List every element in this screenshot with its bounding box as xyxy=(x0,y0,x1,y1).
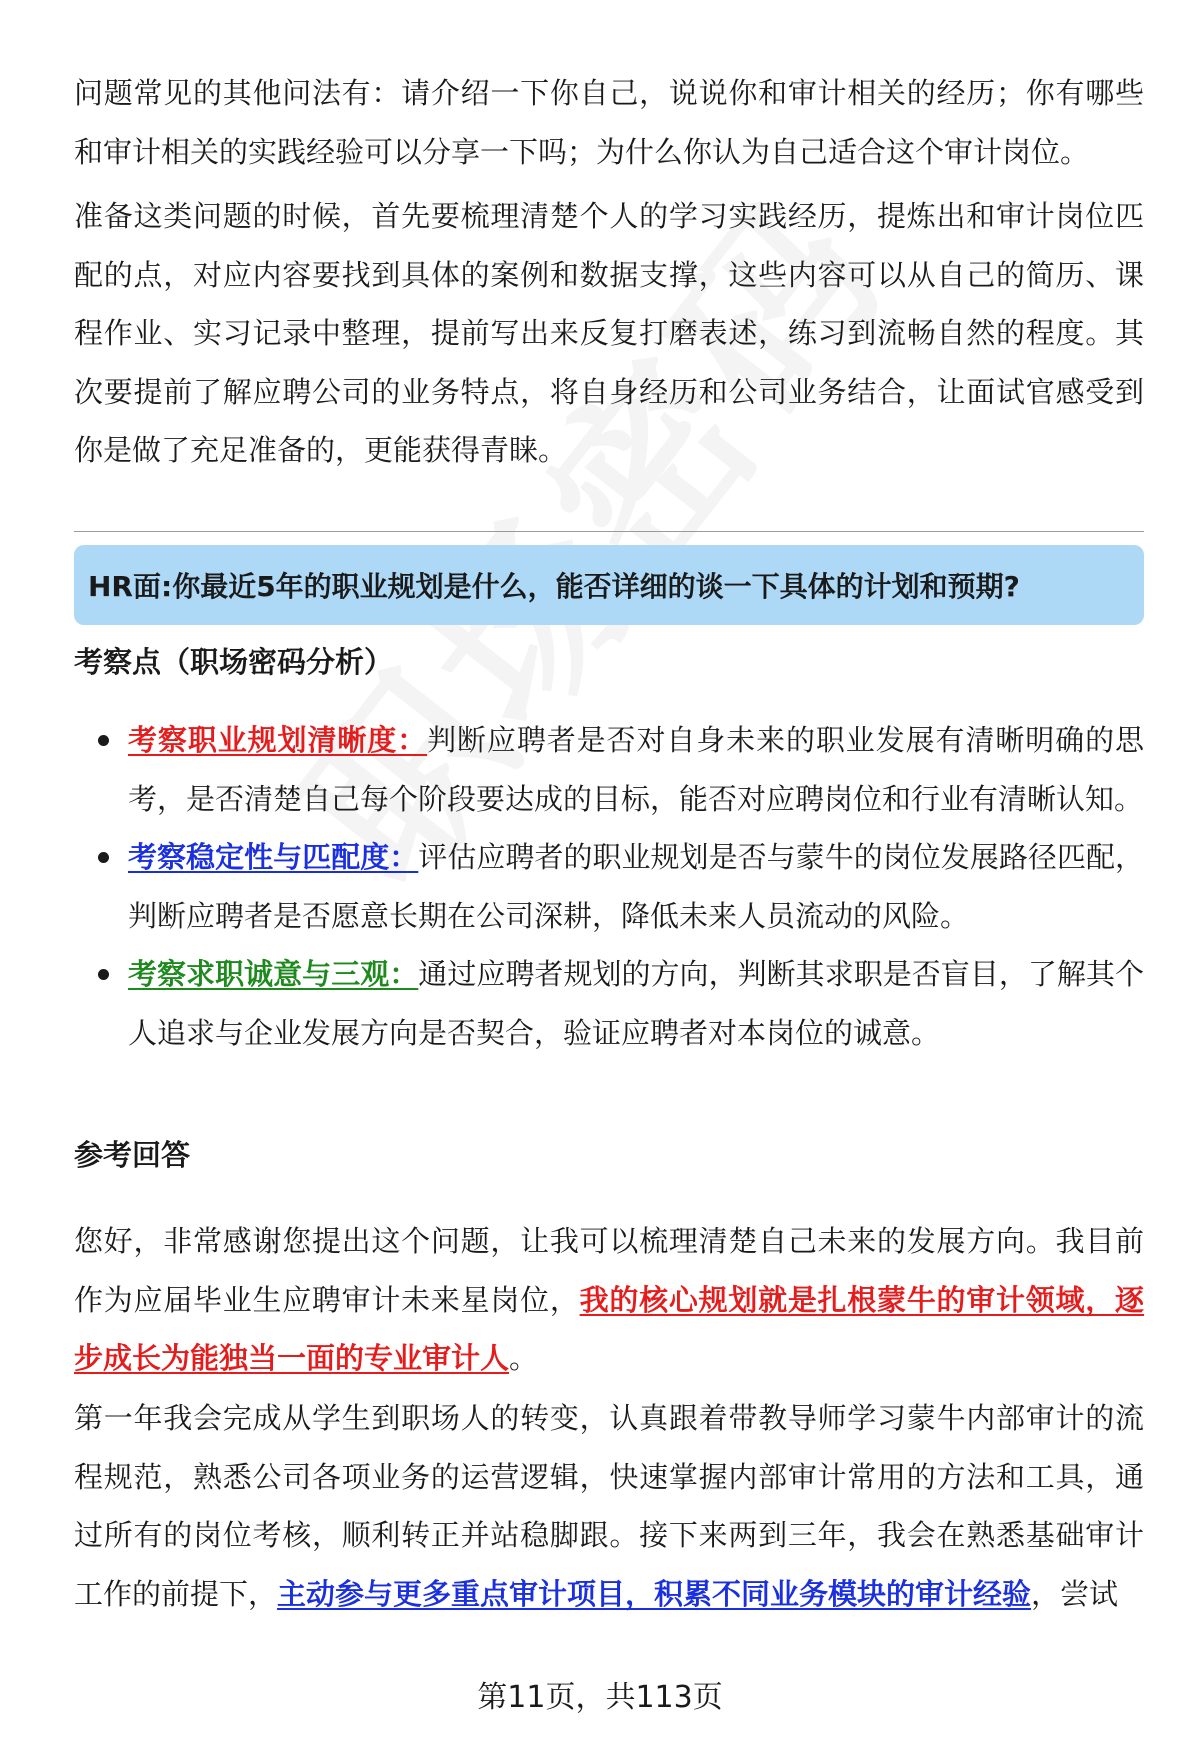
analysis-heading: 考察点（职场密码分析） xyxy=(74,645,394,679)
analysis-item-text: 通过应聘者规划的方向，判断其求职是否盲目，了解其个人追求与企业发展方向是否契合，验证应聘者对本岗位的诚意。 xyxy=(128,957,1144,1050)
analysis-item xyxy=(74,711,1144,828)
intro-section xyxy=(74,64,1144,480)
intro-paragraph-2: 准备这类问题的时候，首先要梳理清楚个人的学习实践经历，提炼出和审计岗位匹配的点，对应内容要找到具体的案例和数据支撑，这些内容可以从自己的简历、课程作业、实习记录中整理，提前写出来反复打磨表述，练习到流畅自然的程度。其次要提前了解应聘公司的业务特点，将自身经历和公司业务结合，让面试官感受到你是做了充足准备的，更能获得青睐。 xyxy=(74,199,1144,467)
question-title: HR面:你最近5年的职业规划是什么，能否详细的谈一下具体的计划和预期? xyxy=(88,570,1020,603)
analysis-list xyxy=(74,711,1144,1062)
bullet-icon xyxy=(98,735,109,746)
answer-paragraph-1: 您好，非常感谢您提出这个问题，让我可以梳理清楚自己未来的发展方向。我目前作为应届毕业生应聘审计未来星岗位，我的核心规划就是扎根蒙牛的审计领域，逐步成长为能独当一面的专业审计人。 xyxy=(74,1224,1144,1375)
answer-highlight-red: 我的核心规划就是扎根蒙牛的审计领域，逐步成长为能独当一面的专业审计人 xyxy=(74,1282,1144,1375)
analysis-item xyxy=(74,945,1144,1062)
page-number: 第11页，共113页 xyxy=(477,1680,723,1715)
bullet-icon xyxy=(98,852,109,863)
bullet-icon xyxy=(98,969,109,980)
analysis-item-label: 考察职业规划清晰度： xyxy=(128,723,428,757)
analysis-item xyxy=(74,828,1144,945)
analysis-item-text: 判断应聘者是否对自身未来的职业发展有清晰明确的思考，是否清楚自己每个阶段要达成的目标，能否对应聘岗位和行业有清晰认知。 xyxy=(128,723,1144,816)
answer-heading: 参考回答 xyxy=(74,1138,191,1172)
answer-highlight-blue: 主动参与更多重点审计项目，积累不同业务模块的审计经验 xyxy=(277,1576,1032,1611)
analysis-item-label: 考察求职诚意与三观： xyxy=(128,957,419,991)
intro-paragraph-1: 问题常见的其他问法有：请介绍一下你自己，说说你和审计相关的经历；你有哪些和审计相关的实践经验可以分享一下吗；为什么你认为自己适合这个审计岗位。 xyxy=(74,76,1144,169)
divider xyxy=(74,531,1144,532)
analysis-item-label: 考察稳定性与匹配度： xyxy=(128,840,419,874)
analysis-item-text: 评估应聘者的职业规划是否与蒙牛的岗位发展路径匹配，判断应聘者是否愿意长期在公司深耕，降低未来人员流动的风险。 xyxy=(128,840,1144,933)
answer-paragraph-2: 第一年我会完成从学生到职场人的转变，认真跟着带教导师学习蒙牛内部审计的流程规范，熟悉公司各项业务的运营逻辑，快速掌握内部审计常用的方法和工具，通过所有的岗位考核，顺利转正并站稳脚跟。接下来两到三年，我会在熟悉基础审计工作的前提下，主动参与更多重点审计项目，积累不同业务模块的审计经验，尝试 xyxy=(74,1401,1144,1611)
